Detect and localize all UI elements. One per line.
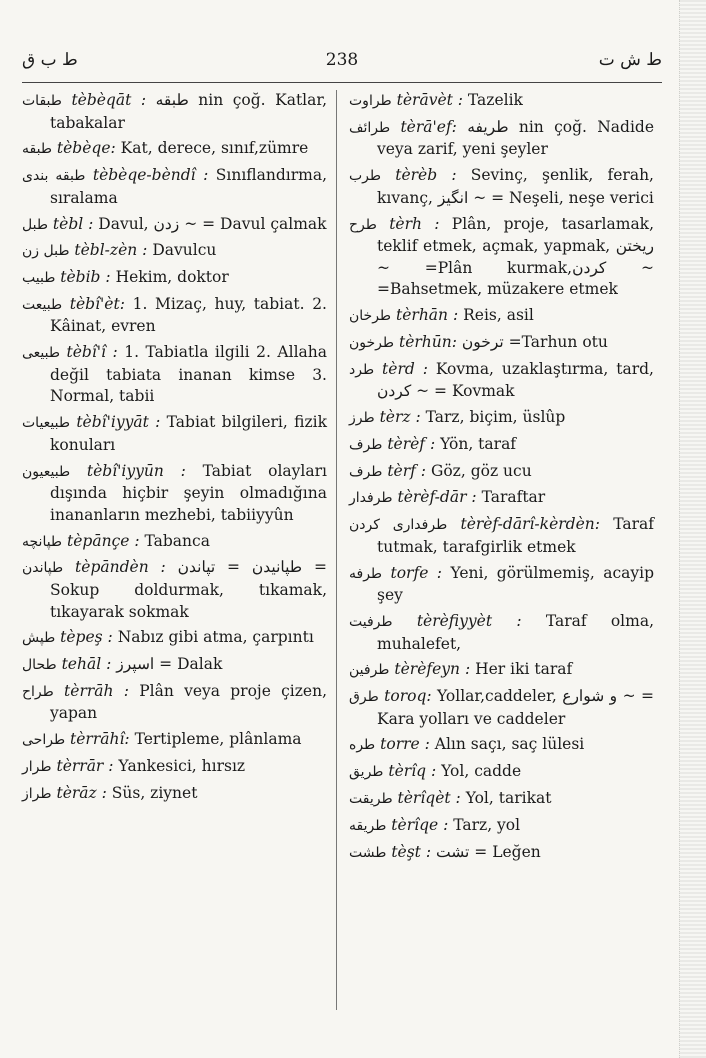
header-right-letters: ط ش ت — [598, 50, 662, 70]
entry-headword: طراح — [22, 683, 54, 700]
entry-definition: Tabanca — [139, 531, 210, 550]
right-column — [349, 90, 654, 868]
entry-definition: Taraf olma, muhalefet, — [377, 611, 654, 653]
dictionary-entry — [349, 611, 654, 655]
dictionary-entry — [349, 359, 654, 403]
dictionary-entry — [349, 815, 654, 838]
dictionary-entry — [22, 138, 327, 161]
header-rule — [22, 82, 662, 83]
entry-transliteration: tèrf : — [387, 461, 427, 480]
dictionary-entry — [349, 305, 654, 328]
dictionary-entry — [349, 90, 654, 113]
entry-transliteration: tèrrāhî: — [70, 730, 130, 749]
entry-headword: طبل زن — [22, 243, 70, 260]
entry-transliteration: torfe : — [390, 563, 443, 582]
dictionary-entry — [349, 117, 654, 161]
entry-definition: Davul, زدن ~ = Davul çalmak — [93, 214, 327, 233]
entry-definition: Alın saçı, saç lülesi — [429, 735, 585, 754]
entry-definition: 1. Mizaç, huy, tabiat. 2. Kâinat, evren — [50, 294, 327, 336]
dictionary-entry — [349, 165, 654, 209]
entry-headword: طبيعيات — [22, 415, 71, 432]
entry-transliteration: tèbî'î : — [66, 343, 118, 362]
dictionary-entry — [349, 434, 654, 457]
entry-transliteration: toroq: — [384, 687, 432, 706]
entry-definition: 1. Tabiatla ilgili 2. Allaha değil tabiata inanan kimse 3. Normal, tabii — [50, 343, 327, 406]
entry-headword: طبيعيون — [22, 463, 71, 480]
entry-definition: Kovma, uzaklaştırma, tard, كردن ~ = Kovmak — [377, 359, 654, 401]
entry-definition: Reis, asil — [458, 306, 534, 325]
entry-definition: Plân veya proje çizen, yapan — [50, 681, 328, 723]
entry-definition: Yeni, görülmemiş, acayip şey — [377, 563, 655, 605]
dictionary-entry — [22, 654, 327, 677]
entry-transliteration: tèrèf-dārî-kèrdèn: — [460, 515, 600, 534]
dictionary-entry — [22, 681, 327, 725]
entry-headword: طراز — [22, 785, 52, 802]
header-left-letters: ط ب ق — [22, 50, 78, 70]
entry-headword: طرز — [349, 410, 375, 427]
entry-headword: طريقه — [349, 817, 387, 834]
dictionary-entry — [22, 557, 327, 623]
entry-transliteration: tèrîqe : — [391, 815, 449, 834]
entry-definition: Taraftar — [476, 488, 546, 507]
entry-definition: ترخون =Tarhun otu — [456, 332, 608, 351]
entry-definition: Yön, taraf — [435, 434, 517, 453]
entry-definition: Tazelik — [463, 91, 523, 109]
entry-headword: طراحى — [22, 732, 66, 749]
entry-headword: طريقت — [349, 791, 393, 807]
entry-transliteration: tèpānçe : — [67, 531, 140, 550]
entry-transliteration: tèbèqe: — [56, 139, 116, 158]
column-divider — [336, 90, 337, 1010]
entry-transliteration: tèrhūn: — [398, 332, 457, 351]
entry-definition: Göz, göz ucu — [426, 461, 532, 480]
entry-headword: طرفه — [349, 565, 383, 582]
entry-transliteration: tèrèf-dār : — [397, 488, 477, 507]
entry-definition: طريفه nin çoğ. Nadide veya zarif, yeni şeyler — [377, 117, 654, 159]
page-edge — [679, 0, 706, 1058]
left-column — [22, 90, 327, 810]
entry-definition: Plân, proje, tasarlamak, teklif etmek, açmak, yapmak, ريختن ~ =Plân kurmak,كردن ~ =Bahsetmek, müzakere etmek — [377, 214, 655, 299]
entry-definition: Taraf tutmak, tarafgirlik etmek — [377, 515, 654, 556]
entry-transliteration: tehāl : — [61, 655, 112, 674]
dictionary-entry — [22, 756, 327, 779]
entry-headword: طرفيت — [349, 613, 393, 630]
entry-definition: Süs, ziynet — [106, 783, 198, 802]
entry-transliteration: tèbèqe-bèndî : — [92, 166, 209, 185]
entry-definition: Tarz, biçim, üslûp — [420, 408, 566, 427]
dictionary-entry — [22, 412, 327, 456]
dictionary-entry — [22, 165, 327, 209]
dictionary-entry — [349, 659, 654, 682]
entry-transliteration: tèbî'iyyūn : — [86, 461, 186, 480]
entry-transliteration: tèrz : — [379, 408, 421, 427]
entry-headword: طحال — [22, 657, 57, 674]
entry-headword: طرفدار — [349, 490, 393, 507]
dictionary-entry — [349, 563, 654, 607]
entry-transliteration: tèrhān : — [396, 306, 459, 325]
entry-definition: Yol, tarikat — [460, 789, 552, 807]
entry-definition: Davulcu — [147, 241, 217, 260]
entry-definition: Tarz, yol — [448, 815, 521, 834]
entry-transliteration: tèpāndèn : — [75, 558, 166, 577]
entry-definition: Yol, cadde — [436, 762, 522, 781]
entry-headword: طرائف — [349, 119, 391, 136]
entry-transliteration: tèrā'ef: — [400, 117, 457, 136]
entry-headword: طرفدارى كردن — [349, 517, 448, 534]
entry-transliteration: tèrèb : — [395, 166, 457, 185]
entry-definition: اسپرز = Dalak — [111, 655, 223, 674]
dictionary-entry — [22, 342, 327, 408]
entry-definition: Sınıflandırma, sıralama — [50, 166, 327, 207]
dictionary-entry — [22, 267, 327, 290]
entry-headword: طپانچه — [22, 533, 63, 550]
entry-transliteration: tèrèfiyyèt : — [416, 611, 522, 630]
entry-transliteration: tèrîq : — [388, 762, 437, 781]
dictionary-entry — [349, 842, 654, 865]
dictionary-entry — [349, 407, 654, 430]
entry-transliteration: torre : — [380, 735, 430, 754]
entry-definition: Yankesici, hırsız — [113, 757, 246, 776]
entry-transliteration: tèbèqāt : — [71, 91, 147, 109]
entry-transliteration: tèbib : — [60, 268, 111, 287]
entry-transliteration: tèrh : — [389, 214, 440, 233]
entry-headword: طرد — [349, 361, 375, 378]
entry-definition: Her iki taraf — [470, 660, 573, 679]
entry-transliteration: tèbî'èt: — [69, 294, 125, 313]
entry-headword: طبقه بندى — [22, 168, 86, 185]
dictionary-entry — [22, 240, 327, 263]
entry-transliteration: tèbl-zèn : — [74, 241, 148, 260]
entry-definition: Tabiat olayları dışında hiçbir şeyin olmadığına inananların mezhebi, tabiiyyûn — [50, 461, 327, 524]
entry-definition: Hekim, doktor — [110, 268, 229, 287]
entry-headword: طرف — [349, 463, 383, 480]
entry-headword: طرفين — [349, 662, 390, 679]
entry-headword: طرب — [349, 168, 382, 185]
dictionary-entry — [349, 788, 654, 811]
entry-headword: طبقه — [22, 141, 52, 158]
dictionary-entry — [22, 627, 327, 650]
entry-transliteration: tèrèfeyn : — [394, 660, 471, 679]
dictionary-entry — [349, 487, 654, 510]
dictionary-entry — [349, 514, 654, 558]
dictionary-entry — [349, 686, 654, 730]
entry-headword: طرق — [349, 689, 379, 706]
entry-transliteration: tèrrāh : — [64, 681, 129, 700]
entry-definition: Kat, derece, sınıf,zümre — [115, 139, 309, 158]
dictionary-entry — [349, 332, 654, 355]
entry-definition: Sevinç, şenlik, ferah, kıvanç, انگيز ~ = Neşeli, neşe verici — [377, 166, 654, 207]
page-number: 238 — [325, 50, 359, 70]
entry-definition: Nabız gibi atma, çarpıntı — [112, 628, 314, 647]
entry-definition: Tabiat bilgileri, fizik konuları — [50, 413, 327, 454]
dictionary-entry — [349, 734, 654, 757]
dictionary-entry — [349, 761, 654, 784]
entry-headword: طراوت — [349, 93, 392, 109]
entry-transliteration: tèrèf : — [387, 434, 436, 453]
dictionary-entry — [22, 531, 327, 554]
entry-definition: تشت = Leğen — [431, 842, 541, 861]
entry-headword: طبيعى — [22, 345, 61, 362]
dictionary-entry — [349, 214, 654, 301]
entry-headword: طپش — [22, 630, 56, 647]
entry-headword: طرح — [349, 216, 377, 233]
entry-transliteration: tèbî'iyyāt : — [76, 413, 161, 432]
entry-headword: طرخان — [349, 308, 392, 325]
entry-transliteration: tèşt : — [391, 842, 432, 861]
dictionary-entry — [349, 461, 654, 484]
dictionary-entry — [22, 214, 327, 237]
entry-headword: طبيعت — [22, 296, 63, 313]
entry-transliteration: tèbl : — [52, 214, 94, 233]
entry-transliteration: tèrāvèt : — [396, 91, 463, 109]
entry-definition: طبقه nin çoğ. Katlar, tabakalar — [50, 91, 328, 132]
dictionary-entry — [22, 783, 327, 806]
entry-definition: Tertipleme, plânlama — [129, 730, 302, 749]
entry-transliteration: tèpeş : — [60, 628, 113, 647]
entry-transliteration: tèrāz : — [56, 783, 107, 802]
entry-headword: طشت — [349, 844, 387, 861]
entry-transliteration: tèrd : — [382, 359, 428, 378]
dictionary-entry — [22, 294, 327, 338]
entry-headword: طبقات — [22, 93, 62, 109]
entry-headword: طريق — [349, 764, 384, 781]
entry-transliteration: tèrîqèt : — [397, 789, 461, 807]
entry-definition: Yollar,caddeler, و شوارع ~ = Kara yolları ve caddeler — [377, 687, 654, 728]
entry-headword: طبيب — [22, 270, 56, 287]
entry-headword: طبل — [22, 216, 48, 233]
entry-headword: طرخون — [349, 334, 395, 351]
entry-headword: طپاندن — [22, 560, 64, 577]
dictionary-entry — [22, 90, 327, 134]
entry-transliteration: tèrrār : — [56, 757, 114, 776]
page-header — [22, 46, 662, 80]
entry-headword: طرار — [22, 759, 52, 776]
entry-definition: طپانيدن = تپاندن = Sokup doldurmak, tıkamak, tıkayarak sokmak — [50, 558, 328, 621]
dictionary-entry — [22, 461, 327, 527]
entry-headword: طرف — [349, 436, 383, 453]
entry-headword: طره — [349, 737, 376, 754]
dictionary-entry — [22, 729, 327, 752]
